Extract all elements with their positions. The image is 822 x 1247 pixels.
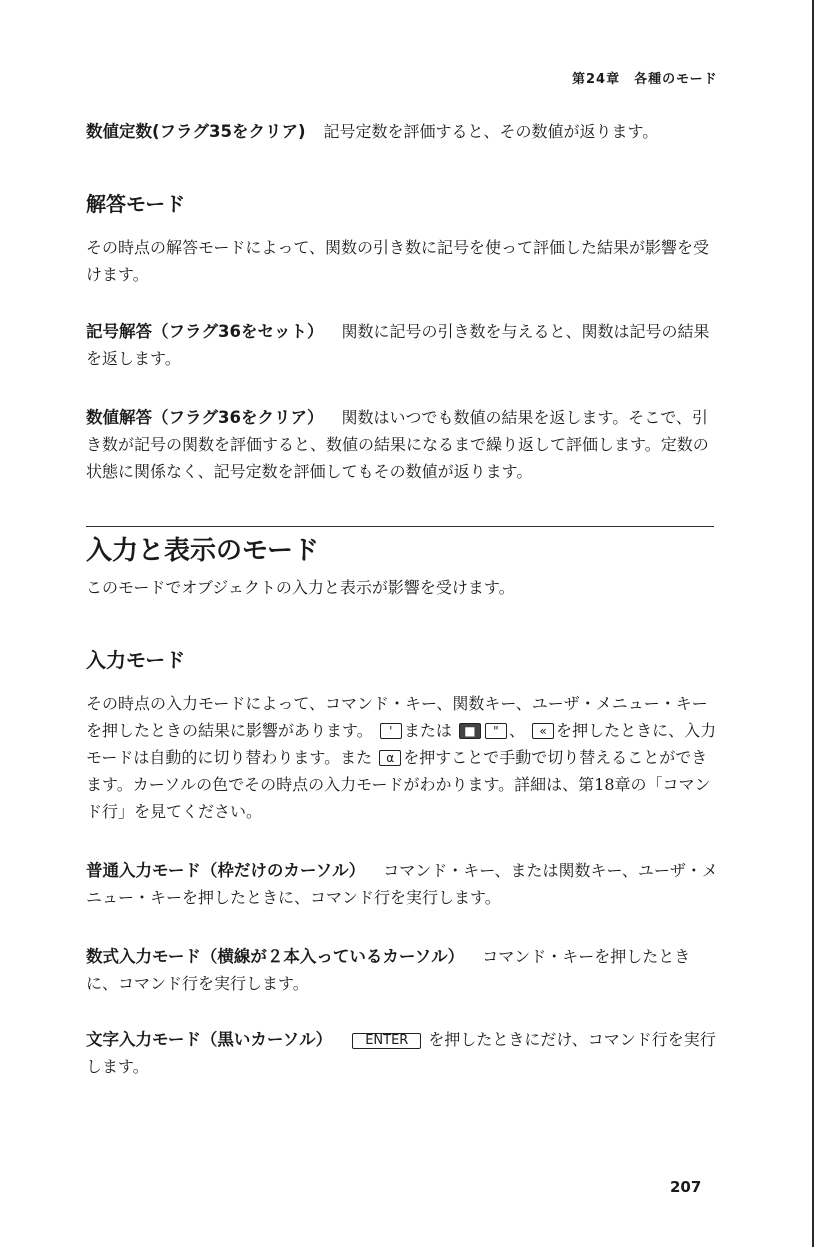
enter-key: ENTER	[352, 1033, 421, 1049]
or-text: または	[403, 721, 452, 740]
numeric-constant-term: 数値定数(フラグ35をクリア)	[86, 122, 306, 141]
symbolic-result-term: 記号解答（フラグ36をセット）	[86, 322, 324, 341]
shift-key: ■	[459, 723, 481, 739]
section-intro: このモードでオブジェクトの入力と表示が影響を受けます。	[86, 578, 515, 597]
numeric-result-term: 数値解答（フラグ36をクリア）	[86, 408, 324, 427]
alpha-entry-term: 文字入力モード（黒いカーソル）	[86, 1030, 333, 1049]
symbolic-result-paragraph	[86, 318, 718, 372]
program-key: «	[532, 723, 554, 739]
immediate-entry-term: 普通入力モード（枠だけのカーソル）	[86, 861, 366, 880]
entry-mode-paragraph	[86, 690, 718, 825]
entry-text-1: その時点の入力モードによって、コマンド・キー、関数キー、ユーザ・メニュー・キーを押したときの結果に影響があります。	[86, 694, 708, 740]
result-mode-intro: その時点の解答モードによって、関数の引き数に記号を使って評価した結果が影響を受けます。	[86, 238, 710, 284]
algebraic-entry-term: 数式入力モード（横線が２本入っているカーソル）	[86, 947, 465, 966]
numeric-constant-text: 記号定数を評価すると、その数値が返ります。	[323, 122, 659, 141]
section-title: 入力と表示のモード	[86, 536, 319, 566]
immediate-entry-paragraph	[86, 857, 718, 911]
symbolic-result-text: 関数に記号の引き数を与えると、関数は記号の結果を返します。	[86, 322, 710, 368]
wo-text: を	[556, 721, 573, 740]
alpha-entry-text: を押したときにだけ、コマンド行を実行します。	[86, 1030, 716, 1076]
comma-text: 、	[508, 721, 525, 740]
result-mode-heading: 解答モード	[86, 192, 186, 216]
alpha-key: α	[379, 750, 401, 766]
immediate-entry-text: コマンド・キー、または関数キー、ユーザ・メニュー・キーを押したときに、コマンド行を実行します。	[86, 861, 718, 907]
numeric-result-text: 関数はいつでも数値の結果を返します。そこで、引き数が記号の関数を評価すると、数値の結果になるまで繰り返して評価します。定数の状態に関係なく、記号定数を評価してもその数値が返ります。	[86, 408, 709, 481]
page-number: 207	[670, 1178, 702, 1196]
quote-key: "	[485, 723, 507, 739]
algebraic-entry-paragraph	[86, 943, 718, 997]
alpha-entry-paragraph	[86, 1026, 718, 1080]
entry-text-2: 押したときに、入力モードは自動的に切り替わります。また	[86, 721, 717, 767]
running-header: 第24章 各種のモード	[572, 72, 718, 87]
numeric-constant-paragraph	[86, 118, 718, 145]
tick-key: '	[380, 723, 402, 739]
entry-text-3: を押すことで手動で切り替えることができます。カーソルの色でその時点の入力モードがわかります。詳細は、第18章の「コマンド行」を見てください。	[86, 748, 711, 821]
section-rule	[86, 526, 714, 527]
algebraic-entry-text: コマンド・キーを押したときに、コマンド行を実行します。	[86, 947, 691, 993]
entry-mode-heading: 入力モード	[86, 648, 186, 672]
numeric-result-paragraph	[86, 404, 718, 485]
page-edge-line	[812, 0, 814, 1247]
